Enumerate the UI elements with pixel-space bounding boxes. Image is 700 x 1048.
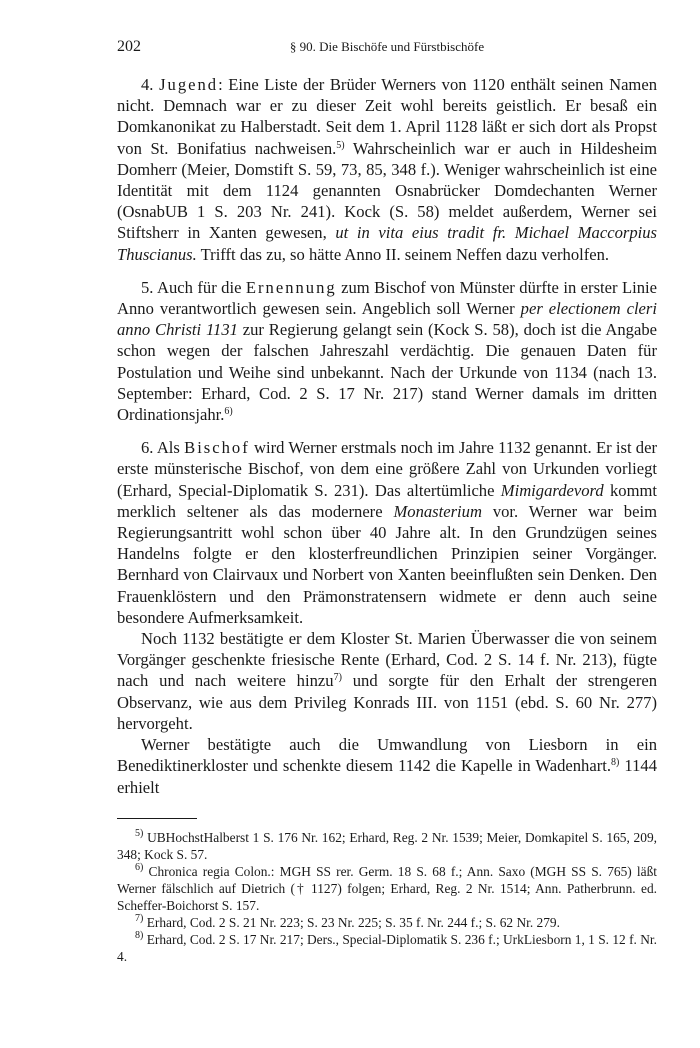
paragraph-5 [117, 277, 657, 425]
footnote-ref: 7) [333, 672, 342, 684]
paragraph-text: Als [156, 438, 185, 458]
paragraph-text: Noch 1132 bestätigte er dem Kloster St. Marien Überwasser die von seinem Vorgänger geschenkte friesische Rente (Erhard, Cod. 2 S. 14 f. Nr. 213), fügte nach und nach weitere hinzu [117, 629, 657, 691]
paragraph-number: 5. [141, 277, 154, 297]
footnote-text: Chronica regia Colon.: MGH SS rer. Germ. 18 S. 68 f.; Ann. Saxo (MGH SS S. 765) läßt Werner fälschlich auf Dietrich († 1127) folgen; Erhard, Reg. 2 Nr. 1514; Ann. Patherbrunn. ed. Scheffer-Boichorst S. 157. [117, 863, 657, 913]
keyword-heading: Bischof [184, 438, 250, 458]
paragraph-number: 6. [141, 438, 154, 458]
italic-quote: per electionem cleri anno Christi 1131 [117, 299, 657, 340]
footnote-text: Erhard, Cod. 2 S. 21 Nr. 223; S. 23 Nr. 225; S. 35 f. Nr. 244 f.; S. 62 Nr. 279. [146, 914, 560, 930]
italic-term: Monasterium [393, 501, 482, 521]
paragraph-text: wird Werner erstmals noch im Jahre 1132 genannt. Er ist der erste münsterische Bischof, von dem eine größere Zahl von Urkunden vorliegt (Erhard, Special-Diplomatik S. 231). Das altertümliche [117, 438, 657, 500]
paragraph-text: zum Bischof von Münster dürfte in erster Linie Anno verantwortlich gewesen sein. Angeblich soll Werner [117, 277, 657, 319]
footnote-divider [117, 818, 197, 819]
footnote-text: UBHochstHalberst 1 S. 176 Nr. 162; Erhard, Reg. 2 Nr. 1539; Meier, Domkapitel S. 165, 209, 348; Kock S. 57. [117, 829, 657, 862]
paragraph-text: 1144 erhielt [117, 756, 657, 797]
footnote-mark: 7) [135, 912, 144, 924]
paragraph-6 [117, 437, 657, 628]
running-head [117, 34, 657, 60]
paragraph-text: : Eine Liste der Brüder Werners von 1120 enthält seinen Namen nicht. Demnach war er zu dieser Zeit wohl bereits geistlich. Er besaß ein Domkanonikat zu Halberstadt. Seit dem 1. April 1128 läßt er sich dort als Propst von St. Bonifatius nachweisen. [117, 75, 657, 158]
footnote [117, 931, 657, 965]
footnote-ref: 8) [611, 757, 620, 769]
paragraph-text: und sorgte für den Erhalt der strengeren Observanz, wie aus dem Privileg Konrads III. von 1151 (ebd. S. 60 Nr. 277) hervorgeht. [117, 671, 658, 733]
page-number: 202 [117, 38, 141, 55]
footnote [117, 863, 657, 914]
paragraph-text: Auch für die [156, 277, 246, 297]
footnote-ref: 5) [336, 139, 345, 151]
italic-quote: ut in vita eius tradit fr. Michael Maccorpius Thuscianus. [117, 223, 657, 264]
paragraph-text: vor. Werner war beim Regierungsantritt wohl schon über 40 Jahre alt. In den Grundzügen seines Handelns folgte er den klosterfreundlichen Prinzipien seiner Vorgänger. Bernhard von Clairvaux und Norbert von Xanten beeinflußten sein Denken. Den Frauenklöstern und den Prämonstratensern widmete er denn auch seine besondere Aufmerksamkeit. [117, 501, 657, 627]
footnote-ref: 6) [224, 406, 233, 418]
footnote-mark: 8) [135, 929, 144, 941]
paragraph-text: Werner bestätigte auch die Umwandlung von Liesborn in ein Benediktinerkloster und schenkte diesem 1142 die Kapelle in Wadenhart. [117, 735, 657, 776]
document-page [117, 34, 657, 965]
section-title: § 90. Die Bischöfe und Fürstbischöfe [289, 39, 485, 54]
keyword-heading: Jugend [159, 75, 219, 94]
paragraph-text: Wahrscheinlich war er auch in Hildesheim Domherr (Meier, Domstift S. 59, 73, 85, 348 f.). Weniger wahrscheinlich ist eine Identität mit dem 1124 genannten Osnabrücker Domdechanten Werner (OsnabUB 1 S. 203 Nr. 241). Kock (S. 58) meldet außerdem, Werner sei Stiftsherr in Xanten gewesen, [117, 138, 657, 243]
paragraph-continued [117, 628, 657, 734]
keyword-heading: Ernennung [245, 277, 337, 297]
footnote-mark: 5) [135, 827, 144, 839]
footnotes [117, 829, 657, 965]
italic-term: Mimigardevord [500, 480, 604, 500]
paragraph-text: Trifft das zu, so hätte Anno II. seinem Neffen dazu verholfen. [196, 244, 610, 264]
paragraph-text: zur Regierung gelangt sein (Kock S. 58), doch ist die Angabe schon wegen der falschen Jahreszahl verdächtig. Die genauen Daten für Postulation und Weihe sind unbekannt. Nach der Urkunde von 1134 (nach 13. September: Erhard, Cod. 2 S. 17 Nr. 217) stand Werner damals im dritten Ordinationsjahr. [117, 320, 657, 425]
paragraph-continued [117, 734, 657, 798]
paragraph-text: kommt merklich seltener als das modernere [117, 480, 658, 521]
footnote [117, 914, 657, 931]
paragraph-number: 4. [141, 75, 154, 94]
footnote-mark: 6) [135, 861, 144, 873]
footnote-text: Erhard, Cod. 2 S. 17 Nr. 217; Ders., Special-Diplomatik S. 236 f.; UrkLiesborn 1, 1 S. 12 f. Nr. 4. [117, 931, 657, 964]
footnote [117, 829, 657, 863]
paragraph-4 [117, 74, 657, 265]
body-text [117, 74, 657, 798]
